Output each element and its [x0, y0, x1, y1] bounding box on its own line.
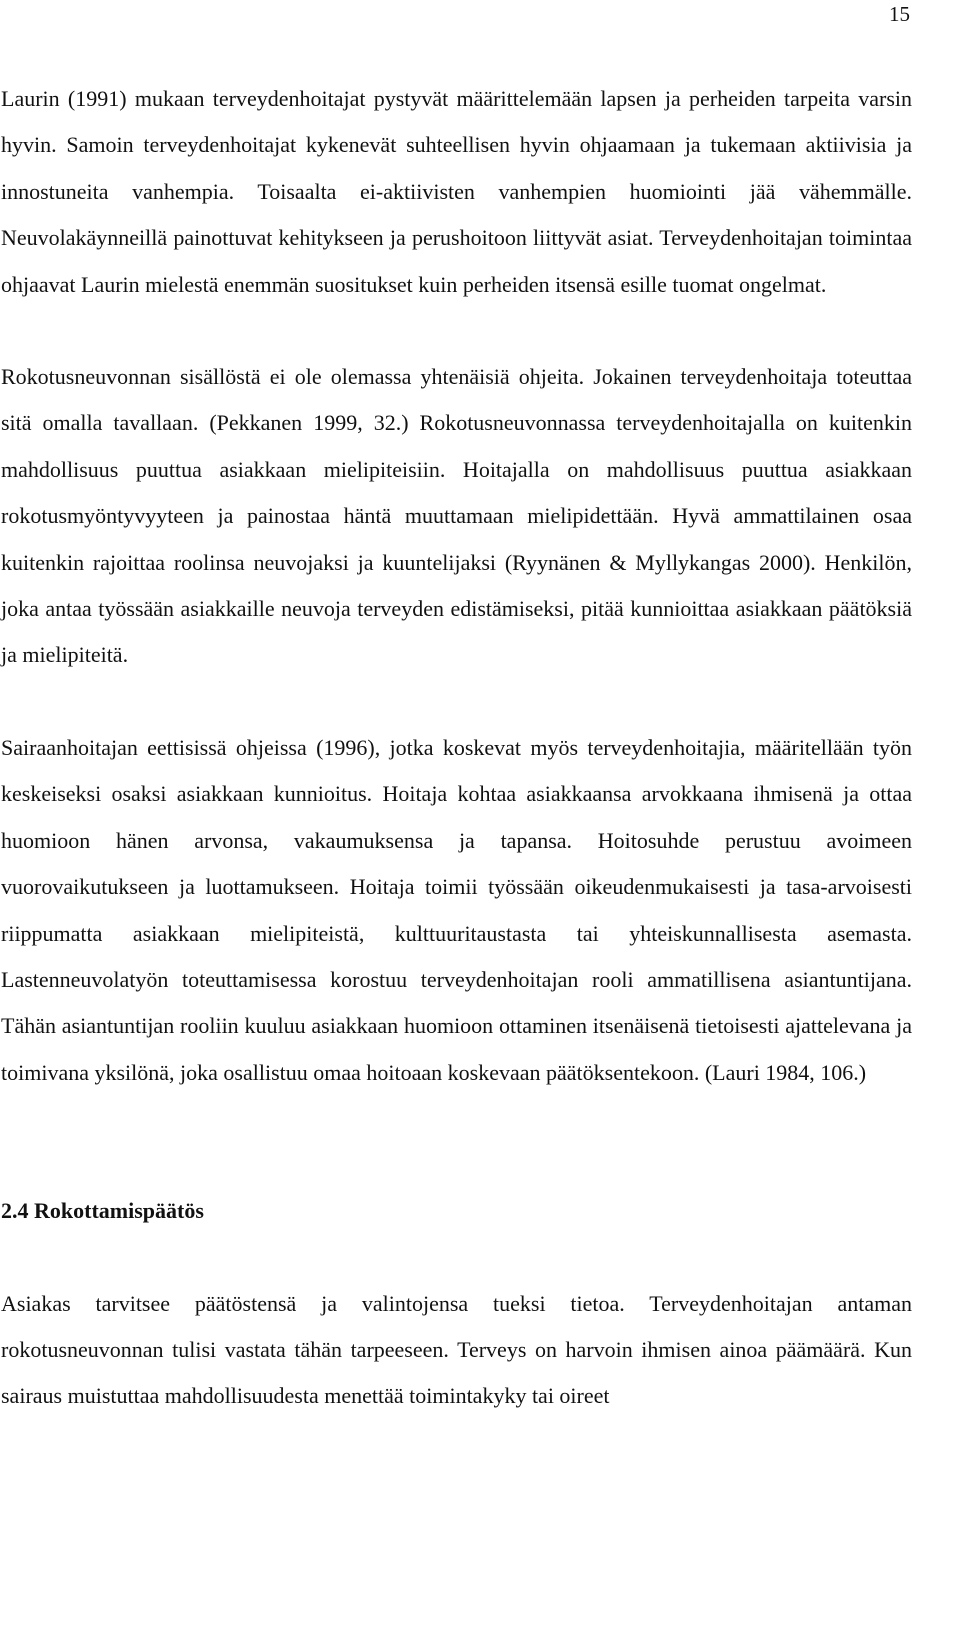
section-paragraph: Asiakas tarvitsee päätöstensä ja valintojensa tueksi tietoa. Terveydenhoitajan antaman rokotusneuvonnan tulisi vastata tähän tarpeeseen. Terveys on harvoin ihmisen ainoa päämäärä. Kun sairaus muistuttaa mahdollisuudesta menettää toimintakyky tai oireet — [1, 1290, 912, 1409]
paragraph-3: Sairaanhoitajan eettisissä ohjeissa (1996), jotka koskevat myös terveydenhoitajia, määritellään työn keskeiseksi osaksi asiakkaan kunnioitus. Hoitaja kohtaa asiakkaansa arvokkaana ihmisenä ja ottaa huomioon hänen arvonsa, vakaumuksensa ja tapansa. Hoitosuhde perustuu avoimeen vuorovaikutukseen ja luottamukseen. Hoitaja toimii työssään oikeudenmukaisesti ja tasa-arvoisesti riippumatta asiakkaan mielipiteistä, kulttuuritaustasta tai yhteiskunnallisesta asemasta. Lastenneuvolatyön toteuttamisessa korostuu terveydenhoitajan rooli ammatillisena asiantuntijana. Tähän asiantuntijan rooliin kuuluu asiakkaan huomioon ottaminen itsenäisenä tietoisesti ajattelevana ja toimivana yksilönä, joka osallistuu omaa hoitoaan koskevaan päätöksentekoon. (Lauri 1984, 106.) — [1, 734, 912, 1085]
section-spacer — [1, 1096, 912, 1188]
paragraph-1: Laurin (1991) mukaan terveydenhoitajat pystyvät määrittelemään lapsen ja perheiden tarpeita varsin hyvin. Samoin terveydenhoitajat kykenevät suhteellisen hyvin ohjaamaan ja tukemaan aktiivisia ja innostuneita vanhempia. Toisaalta ei-aktiivisten vanhempien huomiointi jää vähemmälle. Neuvolakäynneillä painottuvat kehitykseen ja perushoitoon liittyvät asiat. Terveydenhoitajan toimintaa ohjaavat Laurin mielestä enemmän suositukset kuin perheiden itsensä esille tuomat ongelmat. — [1, 86, 912, 297]
section-heading: 2.4 Rokottamispäätös — [1, 1198, 204, 1224]
heading-spacer — [1, 1235, 912, 1281]
page-number: 15 — [889, 2, 910, 26]
paragraph-2: Rokotusneuvonnan sisällöstä ei ole olemassa yhtenäisiä ohjeita. Jokainen terveydenhoitaja toteuttaa sitä omalla tavallaan. (Pekkanen 1999, 32.) Rokotusneuvonnassa terveydenhoitajalla on kuitenkin mahdollisuus puuttua asiakkaan mielipiteisiin. Hoitajalla on mahdollisuus puuttua asiakkaan rokotusmyöntyvyyteen ja painostaa häntä muuttamaan mielipidettään. Hyvä ammattilainen osaa kuitenkin rajoittaa roolinsa neuvojaksi ja kuuntelijaksi (Ryynänen & Myllykangas 2000). Henkilön, joka antaa työssään asiakkaille neuvoja terveyden edistämiseksi, pitää kunnioittaa asiakkaan päätöksiä ja mielipiteitä. — [1, 364, 912, 668]
paragraph-spacer — [1, 679, 912, 725]
paragraph-spacer — [1, 308, 912, 354]
document-body — [0, 76, 912, 1420]
